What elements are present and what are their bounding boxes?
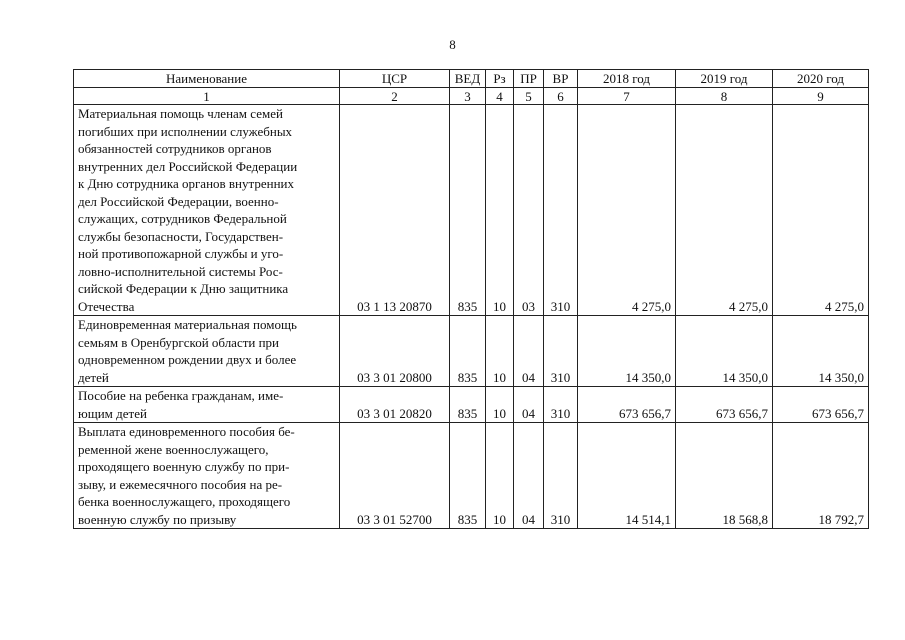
table-body xyxy=(74,105,869,529)
row-name-line: сийской Федерации к Дню защитника xyxy=(78,281,289,296)
vr-code: 310 xyxy=(544,423,578,529)
row-name-line: Единовременная материальная помощь xyxy=(78,317,297,332)
header-row xyxy=(74,70,869,88)
header-csr: ЦСР xyxy=(340,70,450,88)
amount-2018: 14 350,0 xyxy=(578,316,676,387)
csr-code: 03 3 01 20800 xyxy=(340,316,450,387)
csr-code: 03 3 01 20820 xyxy=(340,387,450,423)
column-number-row xyxy=(74,88,869,105)
rz-code: 10 xyxy=(486,105,514,316)
ved-code: 835 xyxy=(450,105,486,316)
row-name-line: зыву, и ежемесячного пособия на ре- xyxy=(78,476,283,492)
amount-2020: 14 350,0 xyxy=(773,316,869,387)
header-rz: Рз xyxy=(486,70,514,88)
row-name-line: бенка военнослужащего, проходящего xyxy=(78,494,291,509)
row-name-line: ременной жене военнослужащего, xyxy=(78,441,269,457)
amount-2019: 673 656,7 xyxy=(676,387,773,423)
row-name-line: к Дню сотрудника органов внутренних xyxy=(78,176,294,191)
vr-code: 310 xyxy=(544,387,578,423)
column-number: 9 xyxy=(773,88,869,105)
row-name-line: ловно-исполнительной системы Рос- xyxy=(78,263,283,279)
amount-2020: 18 792,7 xyxy=(773,423,869,529)
row-name xyxy=(74,316,340,387)
table-row xyxy=(74,105,869,316)
row-name-line: Отечества xyxy=(78,298,135,314)
row-name-line: детей xyxy=(78,369,109,385)
row-name-line: семьям в Оренбургской области при xyxy=(78,334,280,350)
row-name-line: Пособие на ребенка гражданам, име- xyxy=(78,388,284,403)
rz-code: 10 xyxy=(486,423,514,529)
header-2019: 2019 год xyxy=(676,70,773,88)
header-ved: ВЕД xyxy=(450,70,486,88)
header-2020: 2020 год xyxy=(773,70,869,88)
row-name-line: дел Российской Федерации, военно- xyxy=(78,193,279,209)
amount-2018: 14 514,1 xyxy=(578,423,676,529)
table-row xyxy=(74,316,869,387)
header-pr: ПР xyxy=(514,70,544,88)
column-number: 8 xyxy=(676,88,773,105)
row-name-line: внутренних дел Российской Федерации xyxy=(78,158,298,174)
pr-code: 04 xyxy=(514,387,544,423)
row-name-line: Выплата единовременного пособия бе- xyxy=(78,424,295,439)
rz-code: 10 xyxy=(486,316,514,387)
row-name-line: одновременном рождении двух и более xyxy=(78,352,297,367)
column-number: 7 xyxy=(578,88,676,105)
table-row xyxy=(74,423,869,529)
pr-code: 04 xyxy=(514,423,544,529)
row-name-line: обязанностей сотрудников органов xyxy=(78,141,272,156)
amount-2020: 4 275,0 xyxy=(773,105,869,316)
ved-code: 835 xyxy=(450,316,486,387)
row-name-line: ющим детей xyxy=(78,405,147,421)
header-2018: 2018 год xyxy=(578,70,676,88)
amount-2019: 4 275,0 xyxy=(676,105,773,316)
column-number: 3 xyxy=(450,88,486,105)
header-name: Наименование xyxy=(74,70,340,88)
rz-code: 10 xyxy=(486,387,514,423)
csr-code: 03 3 01 52700 xyxy=(340,423,450,529)
amount-2019: 18 568,8 xyxy=(676,423,773,529)
ved-code: 835 xyxy=(450,423,486,529)
amount-2019: 14 350,0 xyxy=(676,316,773,387)
row-name-line: служащих, сотрудников Федеральной xyxy=(78,211,287,226)
column-number: 2 xyxy=(340,88,450,105)
vr-code: 310 xyxy=(544,316,578,387)
amount-2018: 673 656,7 xyxy=(578,387,676,423)
csr-code: 03 1 13 20870 xyxy=(340,105,450,316)
column-number: 1 xyxy=(74,88,340,105)
budget-table xyxy=(73,69,869,529)
row-name xyxy=(74,387,340,423)
table-row xyxy=(74,387,869,423)
row-name xyxy=(74,105,340,316)
amount-2020: 673 656,7 xyxy=(773,387,869,423)
row-name-line: ной противопожарной службы и уго- xyxy=(78,246,284,261)
row-name-line: Материальная помощь членам семей xyxy=(78,106,283,121)
column-number: 4 xyxy=(486,88,514,105)
vr-code: 310 xyxy=(544,105,578,316)
pr-code: 03 xyxy=(514,105,544,316)
row-name-line: военную службу по призыву xyxy=(78,511,237,527)
row-name-line: проходящего военную службу по при- xyxy=(78,459,290,474)
column-number: 6 xyxy=(544,88,578,105)
ved-code: 835 xyxy=(450,387,486,423)
page-number: 8 xyxy=(449,37,456,52)
row-name xyxy=(74,423,340,529)
column-number: 5 xyxy=(514,88,544,105)
pr-code: 04 xyxy=(514,316,544,387)
header-vr: ВР xyxy=(544,70,578,88)
amount-2018: 4 275,0 xyxy=(578,105,676,316)
row-name-line: погибших при исполнении служебных xyxy=(78,123,293,139)
row-name-line: службы безопасности, Государствен- xyxy=(78,228,284,244)
